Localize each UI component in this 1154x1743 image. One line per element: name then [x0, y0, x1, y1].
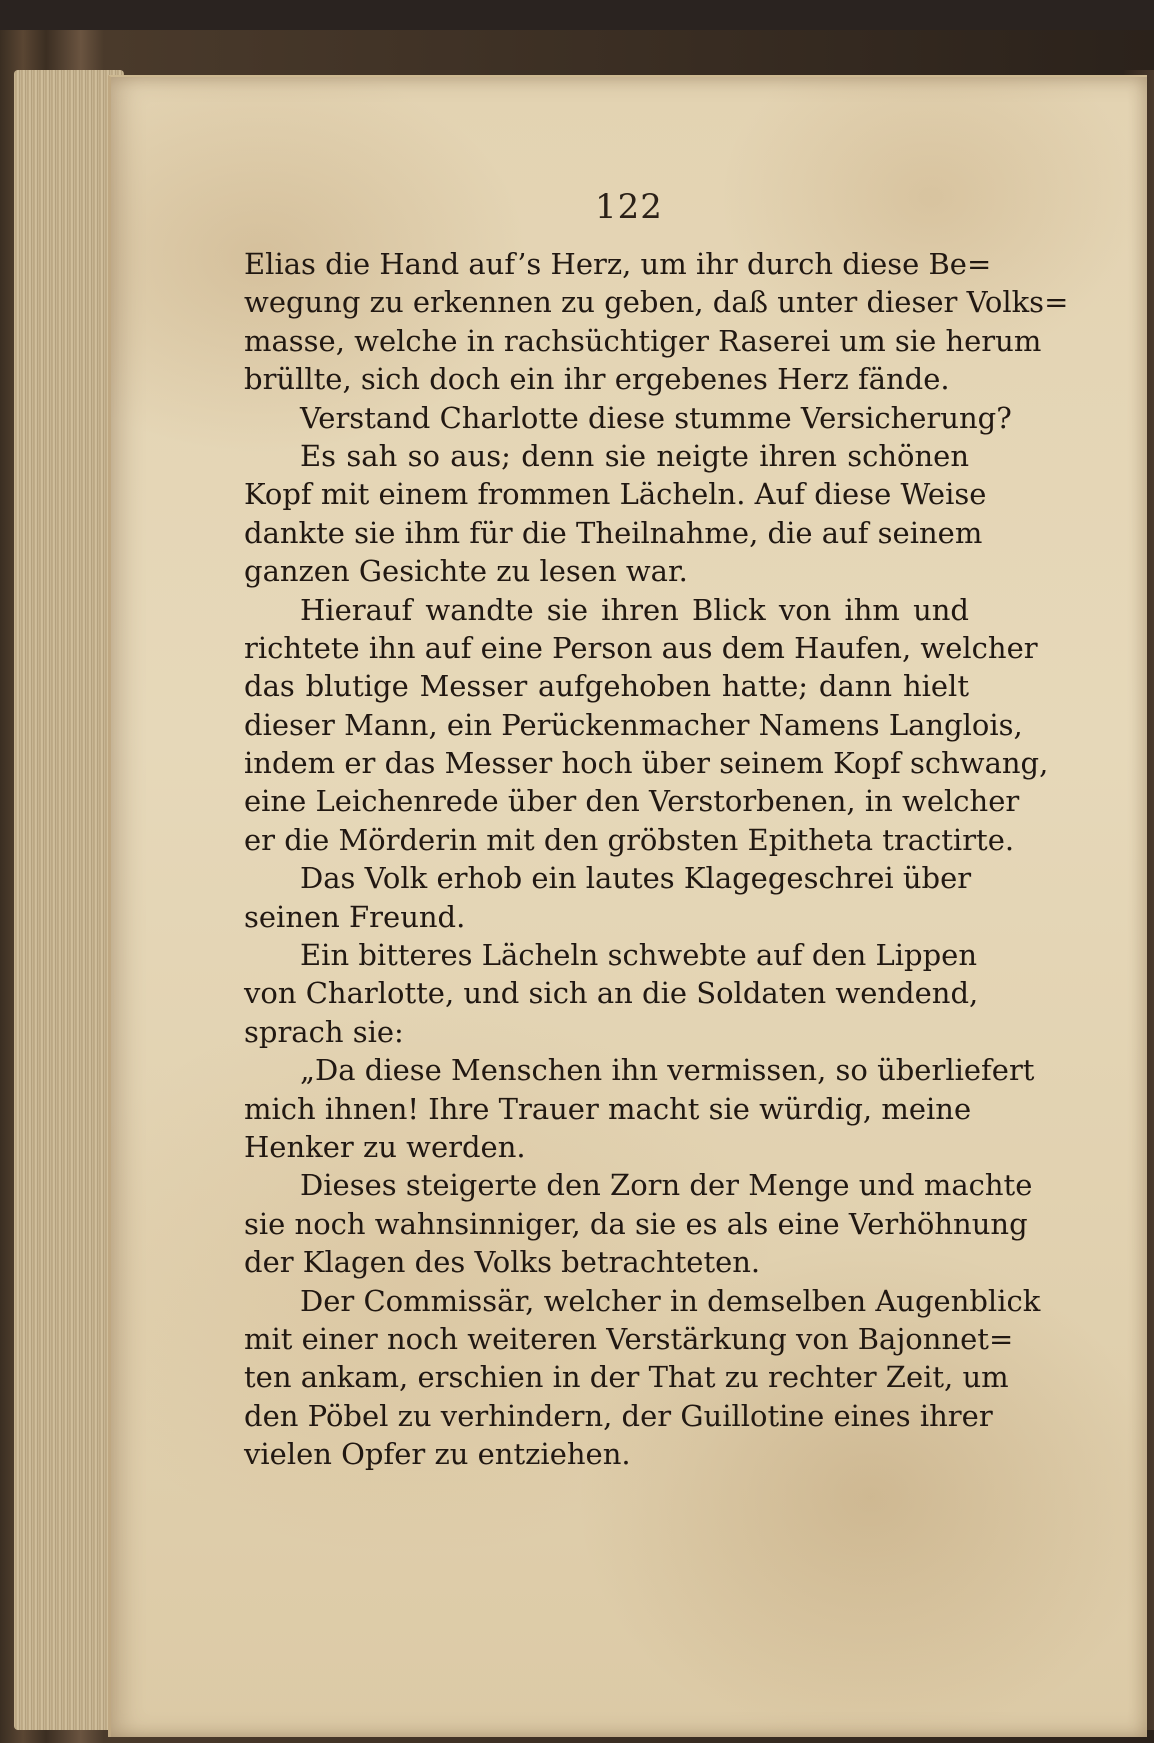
text-line: ten ankam, erschien in der That zu rechter Zeit, um	[244, 1360, 1009, 1395]
book-page	[108, 75, 1147, 1737]
text-line: ganzen Gesichte zu lesen war.	[244, 554, 688, 589]
text-line: masse, welche in rachsüchtiger Raserei um sie herum	[244, 323, 1042, 358]
text-line: „Da diese Menschen ihn vermissen, so überliefert	[300, 1053, 1035, 1088]
text-line: brüllte, sich doch ein ihr ergebenes Herz fände.	[244, 362, 950, 397]
text-line: er die Mörderin mit den gröbsten Epitheta tractirte.	[244, 822, 1015, 857]
text-line: mich ihnen! Ihre Trauer macht sie würdig, meine	[244, 1091, 972, 1126]
text-line: den Pöbel zu verhindern, der Guillotine eines ihrer	[244, 1398, 993, 1433]
text-line: Henker zu werden.	[244, 1129, 526, 1164]
text-line: sie noch wahnsinniger, da sie es als eine Verhöhnung	[244, 1206, 1028, 1241]
text-line: richtete ihn auf eine Person aus dem Haufen, welcher	[244, 630, 1038, 665]
text-line: dieser Mann, ein Perückenmacher Namens Langlois,	[244, 707, 1023, 742]
page-text	[244, 245, 1069, 1474]
text-line: sprach sie:	[244, 1014, 404, 1049]
text-line: seinen Freund.	[244, 899, 466, 934]
text-line: Der Commissär, welcher in demselben Augenblick	[300, 1283, 1041, 1318]
text-line: Dieses steigerte den Zorn der Menge und machte	[300, 1168, 1033, 1203]
text-line: wegung zu erkennen zu geben, daß unter dieser Volks=	[244, 285, 1069, 320]
text-line: vielen Opfer zu entziehen.	[244, 1437, 631, 1472]
text-line: eine Leichenrede über den Verstorbenen, in welcher	[244, 784, 1020, 819]
text-line: indem er das Messer hoch über seinem Kopf schwang,	[244, 746, 1049, 781]
text-line: Kopf mit einem frommen Lächeln. Auf diese Weise	[244, 477, 987, 512]
book	[0, 30, 1154, 1743]
text-line: Verstand Charlotte diese stumme Versicherung?	[300, 400, 1012, 435]
text-line: Das Volk erhob ein lautes Klagegeschrei über	[300, 861, 972, 896]
text-line: dankte sie ihm für die Theilnahme, die auf seinem	[244, 515, 983, 550]
text-line: das blutige Messer aufgehoben hatte; dann hielt	[244, 669, 969, 704]
page-number: 122	[595, 187, 663, 227]
text-line: Ein bitteres Lächeln schwebte auf den Lippen	[300, 938, 977, 973]
text-line: Hierauf wandte sie ihren Blick von ihm und	[300, 592, 969, 627]
text-line: mit einer noch weiteren Verstärkung von Bajonnet=	[244, 1321, 1014, 1356]
text-line: der Klagen des Volks betrachteten.	[244, 1245, 761, 1280]
text-line: von Charlotte, und sich an die Soldaten wendend,	[244, 976, 979, 1011]
text-line: Es sah so aus; denn sie neigte ihren schönen	[300, 438, 969, 473]
text-line: Elias die Hand auf’s Herz, um ihr durch diese Be=	[244, 247, 992, 281]
